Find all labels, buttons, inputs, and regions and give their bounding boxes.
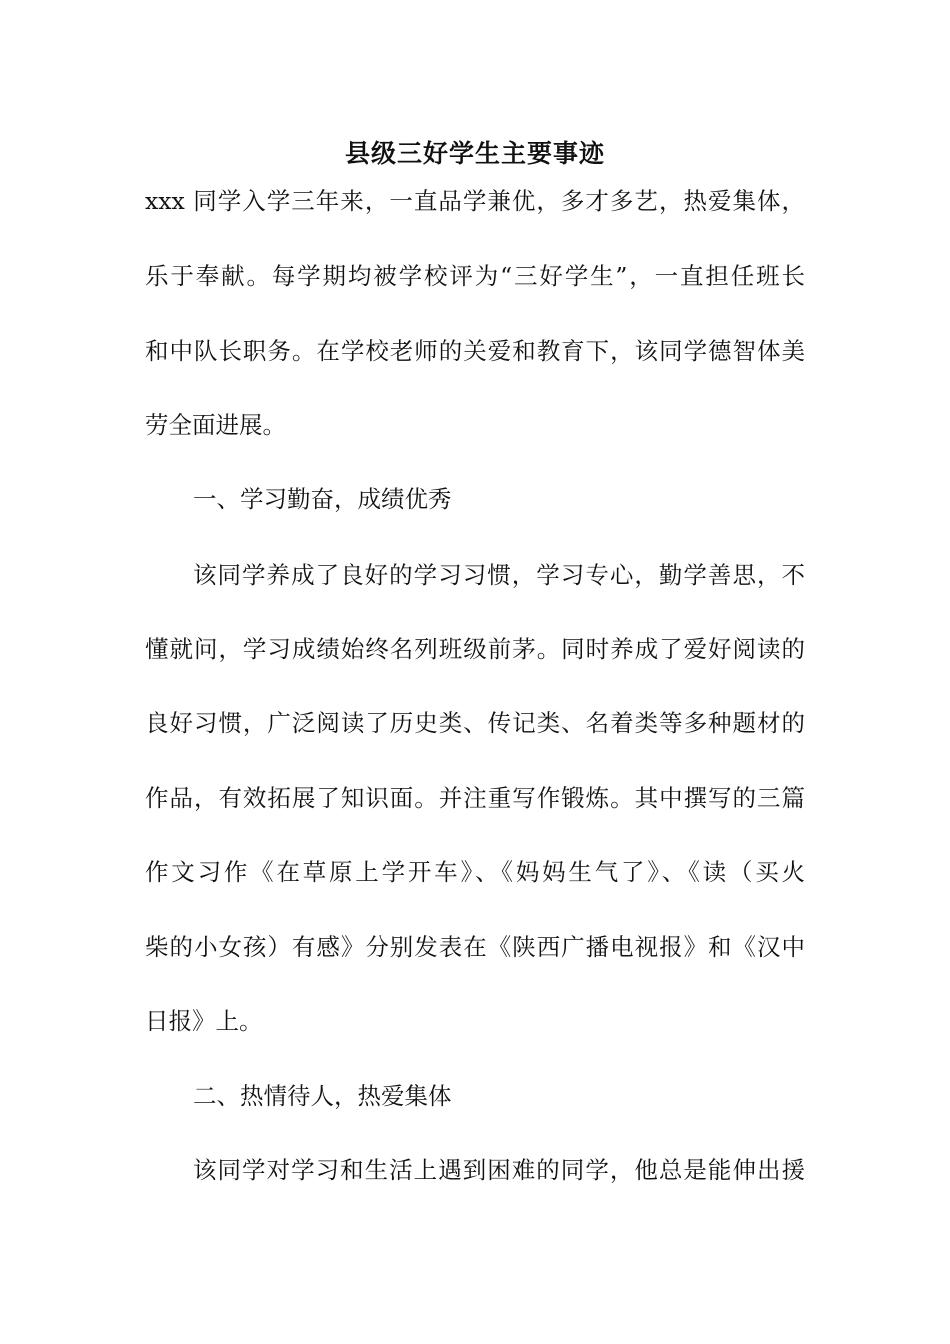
paragraph-line: 乐于奉献。每学期均被学校评为“三好学生”，一直担任班长 [145,262,805,290]
paragraph-line: 和中队长职务。在学校老师的关爱和教育下，该同学德智体美 [145,337,805,365]
paragraph-line: 劳全面进展。 [145,411,286,439]
paragraph-line: 作文习作《在草原上学开车》、《妈妈生气了》、《读（买火 [145,858,805,886]
document-title: 县级三好学生主要事迹 [344,139,605,168]
paragraph-line: 懂就问，学习成绩始终名列班级前茅。同时养成了爱好阅读的 [145,635,805,663]
section-heading: 二、热情待人，热爱集体 [193,1082,452,1110]
paragraph-line: 柴的小女孩）有感》分别发表在《陕西广播电视报》和《汉中 [145,933,805,961]
paragraph-line: xxx 同学入学三年来，一直品学兼优，多才多艺，热爱集体， [145,187,805,215]
section-heading: 一、学习勤奋，成绩优秀 [193,485,452,513]
paragraph-line: 该同学对学习和生活上遇到困难的同学，他总是能伸出援 [193,1156,805,1184]
paragraph-line: 作品，有效拓展了知识面。并注重写作锻炼。其中撰写的三篇 [145,784,805,812]
paragraph-line: 良好习惯，广泛阅读了历史类、传记类、名着类等多种题材的 [145,709,805,737]
paragraph-line: 该同学养成了良好的学习习惯，学习专心，勤学善思，不 [193,561,805,589]
paragraph-line: 日报》上。 [145,1007,263,1035]
